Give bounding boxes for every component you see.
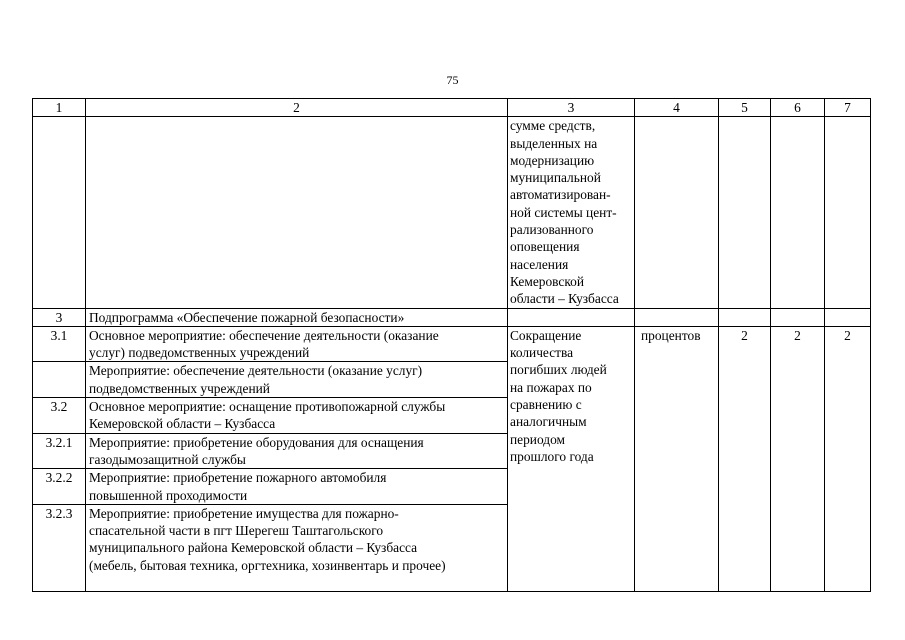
row-activity: Мероприятие: обеспечение деятельности (оказание услуг) подведомственных учреждений [86,362,508,398]
header-cell-1: 1 [33,99,86,117]
row-number: 3.2.1 [33,433,86,469]
indicator-value-6: 2 [771,326,825,591]
cell-empty [771,308,825,326]
row-number: 3.2.2 [33,469,86,505]
cell-empty [508,308,635,326]
program-table [32,98,871,592]
indicator-unit: процентов [635,326,719,591]
header-cell-6: 6 [771,99,825,117]
row-number: 3.2.3 [33,504,86,591]
subprogram-row [33,308,871,326]
indicator-name: Сокращение количества погибших людей на пожарах по сравнению с аналогичным периодом прошлого года [508,326,635,591]
indicator-value-5: 2 [719,326,771,591]
row-activity: Мероприятие: приобретение оборудования для оснащения газодымозащитной службы [86,433,508,469]
header-row [33,99,871,117]
row-number [33,362,86,398]
subprogram-number: 3 [33,308,86,326]
cell-empty [635,117,719,308]
row-activity: Мероприятие: приобретение пожарного автомобиля повышенной проходимости [86,469,508,505]
cell-empty [771,117,825,308]
cell-empty [719,308,771,326]
cell-empty [86,117,508,308]
cell-empty [635,308,719,326]
continuation-row [33,117,871,308]
cell-empty [33,117,86,308]
row-activity: Основное мероприятие: оснащение противопожарной службы Кемеровской области – Кузбасса [86,398,508,434]
indicator-value-7: 2 [825,326,871,591]
header-cell-4: 4 [635,99,719,117]
cell-empty [825,308,871,326]
cell-empty [825,117,871,308]
row-activity: Мероприятие: приобретение имущества для пожарно- спасательной части в пгт Шерегеш Таштагольского муниципального района Кемеровской области – Кузбасса (мебель, бытовая техника, оргтехника, хозинвентарь и прочее) [86,504,508,591]
row-number: 3.1 [33,326,86,362]
cell-empty [719,117,771,308]
continuation-indicator-text: сумме средств, выделенных на модернизацию муниципальной автоматизирован- ной системы цент- рализованного оповещения населения Кемеровской области – Кузбасса [508,117,635,308]
header-cell-5: 5 [719,99,771,117]
table-row [33,326,871,362]
row-activity: Основное мероприятие: обеспечение деятельности (оказание услуг) подведомственных учреждений [86,326,508,362]
header-cell-7: 7 [825,99,871,117]
page-number: 75 [446,73,459,87]
header-cell-2: 2 [86,99,508,117]
subprogram-title: Подпрограмма «Обеспечение пожарной безопасности» [86,308,508,326]
row-number: 3.2 [33,398,86,434]
header-cell-3: 3 [508,99,635,117]
